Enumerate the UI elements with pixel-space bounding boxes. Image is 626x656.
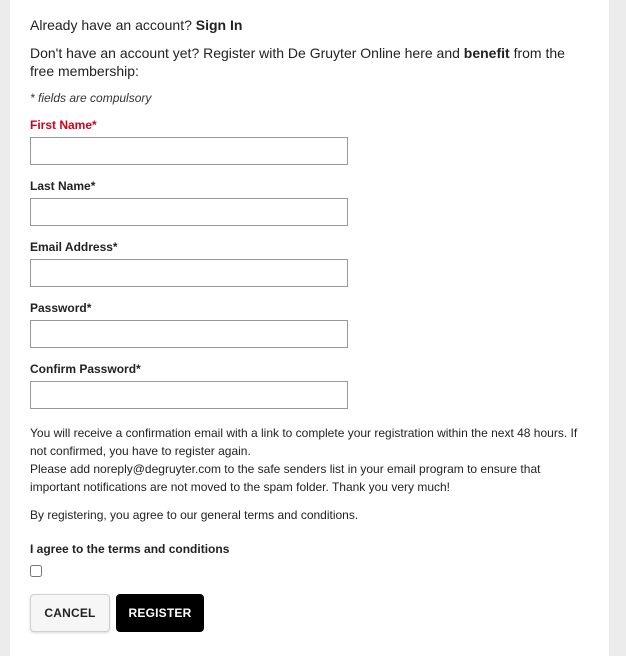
confirm-password-label: Confirm Password* xyxy=(30,362,141,376)
register-intro-emphasis: benefit xyxy=(463,45,510,61)
email-label: Email Address* xyxy=(30,240,118,254)
password-label: Password* xyxy=(30,301,92,315)
signin-prompt: Already have an account? xyxy=(30,17,192,33)
last-name-input[interactable] xyxy=(30,198,348,226)
cancel-button[interactable]: CANCEL xyxy=(30,594,110,632)
confirm-password-input[interactable] xyxy=(30,381,348,409)
register-button[interactable]: REGISTER xyxy=(116,594,204,632)
register-intro xyxy=(30,44,590,80)
compulsory-note: * fields are compulsory xyxy=(30,91,152,105)
terms-agreement-text: By registering, you agree to our general terms and conditions. xyxy=(30,508,359,522)
register-intro-text: Don't have an account yet? Register with De Gruyter Online here and xyxy=(30,45,460,61)
email-input[interactable] xyxy=(30,259,348,287)
signin-line xyxy=(30,17,242,33)
first-name-label: First Name* xyxy=(30,118,97,132)
confirmation-info xyxy=(30,424,590,496)
signin-link[interactable]: Sign In xyxy=(195,17,243,33)
confirmation-info-line: You will receive a confirmation email with a link to complete your registration within the next 48 hours. If not confirmed, you have to register again. xyxy=(30,426,578,458)
last-name-label: Last Name* xyxy=(30,179,96,193)
safe-senders-info-line: Please add noreply@degruyter.com to the safe senders list in your email program to ensure that important notifications are not moved to the spam folder. Thank you very much! xyxy=(30,462,541,494)
terms-checkbox[interactable] xyxy=(30,565,42,577)
terms-checkbox-label: I agree to the terms and conditions xyxy=(30,542,230,556)
first-name-input[interactable] xyxy=(30,137,348,165)
registration-panel xyxy=(10,0,609,656)
password-input[interactable] xyxy=(30,320,348,348)
register-intro-text-end: from the free membership: xyxy=(30,45,565,79)
